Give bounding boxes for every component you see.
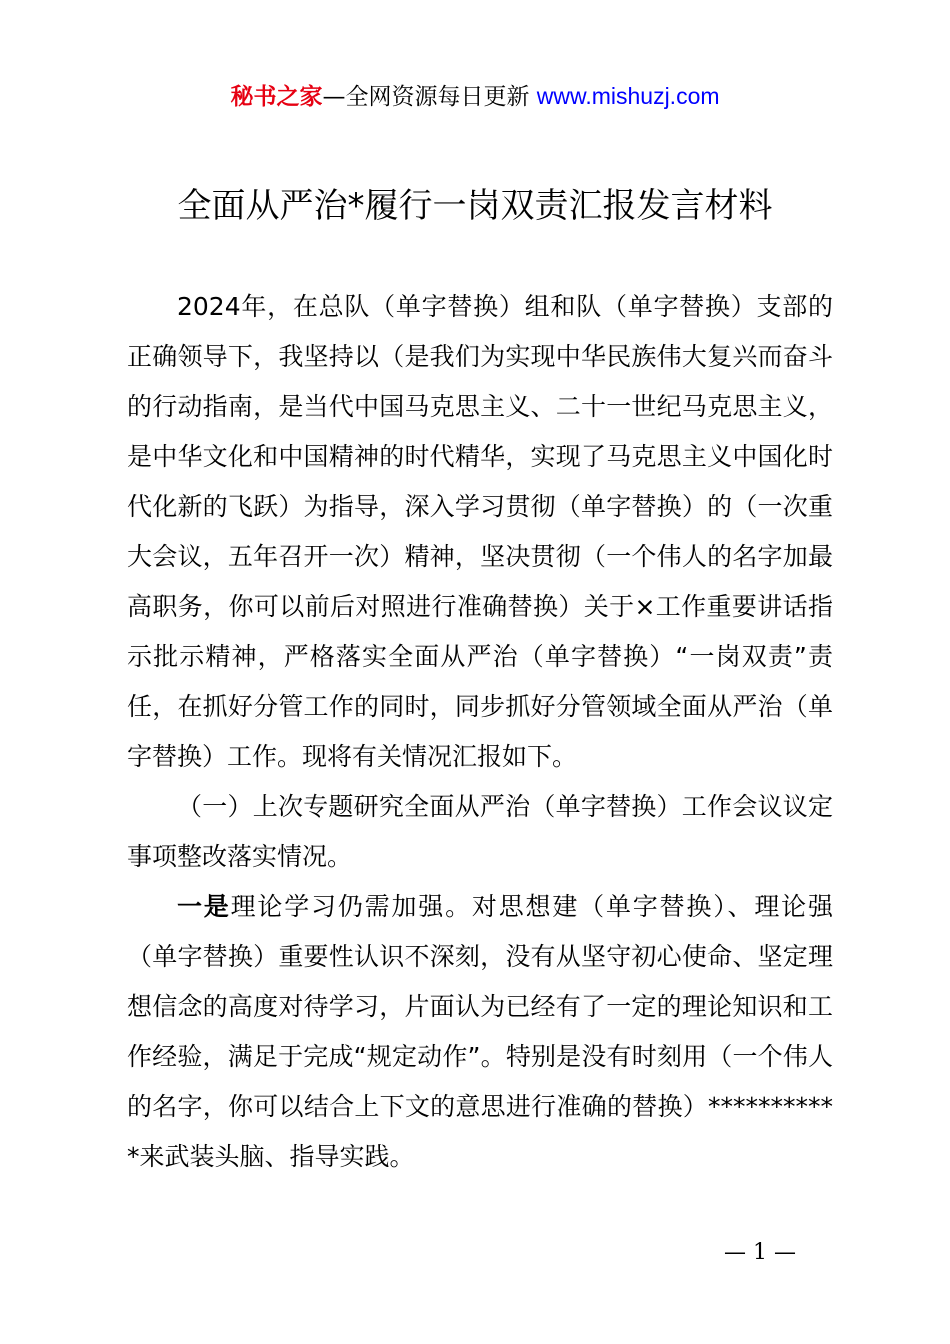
document-body [127, 282, 833, 1182]
header-tagline: —全网资源每日更新 [322, 84, 537, 110]
document-title: 全面从严治*履行一岗双责汇报发言材料 [177, 186, 773, 226]
site-header [0, 80, 950, 113]
site-url-link[interactable]: www.mishuzj.com [536, 83, 720, 109]
brand-name: 秘书之家 [230, 84, 323, 110]
page-number: — 1 — [724, 1240, 796, 1265]
item-lead-label: 一是 [177, 892, 231, 921]
item-one-text: 理论学习仍需加强。对思想建（单字替换）、理论强（单字替换）重要性认识不深刻，没有从坚守初心使命、坚定理想信念的高度对待学习，片面认为已经有了一定的理论知识和工作经验，满足于完成“规定动作”。特别是没有时刻用（一个伟人的名字，你可以结合上下文的意思进行准确的替换）***********来武装头脑、指导实践。 [127, 892, 833, 1171]
paragraph-section-heading: （一）上次专题研究全面从严治（单字替换）工作会议议定事项整改落实情况。 [127, 792, 833, 871]
paragraph-item-one [127, 882, 833, 1182]
paragraph-intro: 2024年，在总队（单字替换）组和队（单字替换）支部的正确领导下，我坚持以（是我们为实现中华民族伟大复兴而奋斗的行动指南，是当代中国马克思主义、二十一世纪马克思主义，是中华文化和中国精神的时代精华，实现了马克思主义中国化时代化新的飞跃）为指导，深入学习贯彻（单字替换）的（一次重大会议，五年召开一次）精神，坚决贯彻（一个伟人的名字加最高职务，你可以前后对照进行准确替换）关于×工作重要讲话指示批示精神，严格落实全面从严治（单字替换）“一岗双责”责任，在抓好分管工作的同时，同步抓好分管领域全面从严治（单字替换）工作。现将有关情况汇报如下。 [127, 292, 833, 771]
